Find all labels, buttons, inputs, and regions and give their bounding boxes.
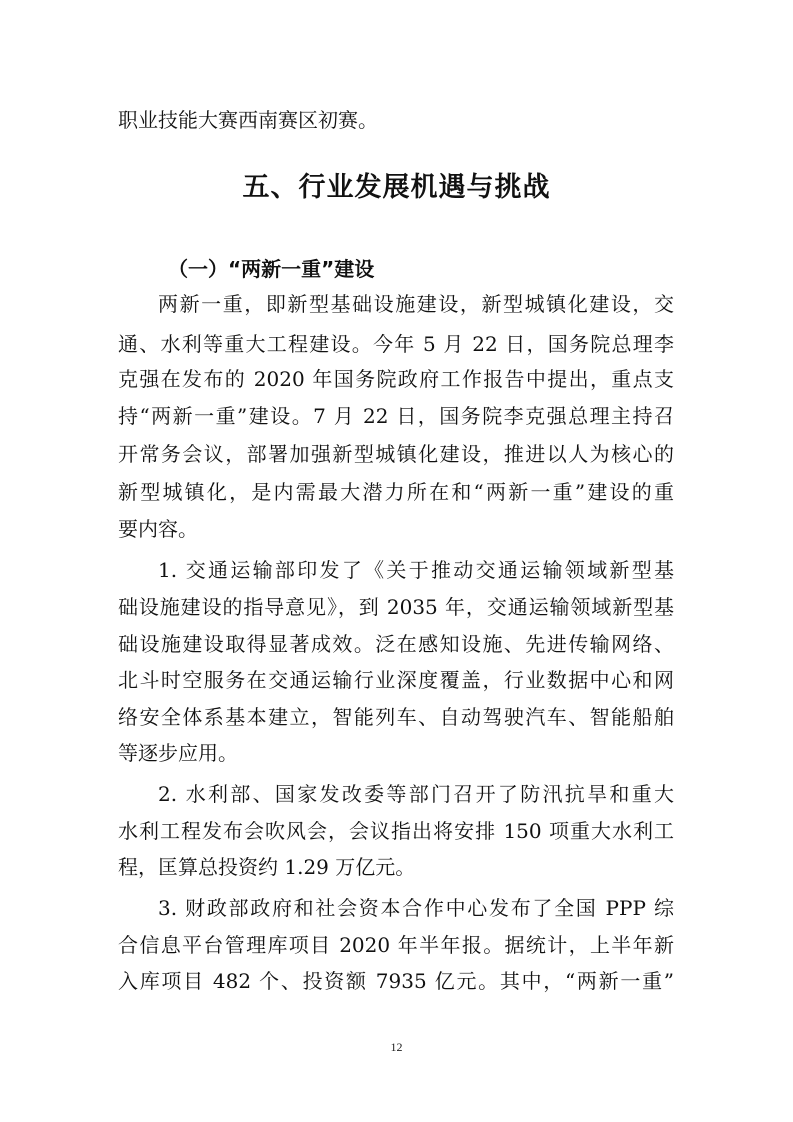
paragraph-line: 础设施建设的指导意见》，到 2035 年，交通运输领域新型基 xyxy=(118,595,674,619)
paragraph-line: 开常务会议，部署加强新型城镇化建设，推进以人为核心的 xyxy=(118,442,674,466)
paragraph-line: 持“两新一重”建设。7 月 22 日，国务院李克强总理主持召 xyxy=(118,404,674,428)
paragraph-line: 等逐步应用。 xyxy=(118,741,238,765)
paragraph-line: 入库项目 482 个、投资额 7935 亿元。其中，“两新一重” xyxy=(118,969,674,993)
page-number: 12 xyxy=(390,1040,403,1054)
paragraph-line: 1. 交通运输部印发了《关于推动交通运输领域新型基 xyxy=(158,558,674,582)
paragraph-line: 克强在发布的 2020 年国务院政府工作报告中提出，重点支 xyxy=(118,367,674,391)
paragraph-line: 要内容。 xyxy=(118,517,198,541)
paragraph-line: 础设施建设取得显著成效。泛在感知设施、先进传输网络、 xyxy=(118,632,674,656)
paragraph-line: 合信息平台管理库项目 2020 年半年报。据统计，上半年新 xyxy=(118,933,674,957)
subsection-title: （一）“两新一重”建设 xyxy=(168,257,375,281)
section-title: 五、行业发展机遇与挑战 xyxy=(242,172,551,203)
paragraph-line: 通、水利等重大工程建设。今年 5 月 22 日，国务院总理李 xyxy=(118,332,674,356)
continued-text-line: 职业技能大赛西南赛区初赛。 xyxy=(118,108,378,132)
paragraph-line: 程，匡算总投资约 1.29 万亿元。 xyxy=(118,855,416,879)
paragraph-line: 北斗时空服务在交通运输行业深度覆盖，行业数据中心和网 xyxy=(118,668,674,692)
paragraph-line: 水利工程发布会吹风会，会议指出将安排 150 项重大水利工 xyxy=(118,819,674,843)
paragraph-line: 3. 财政部政府和社会资本合作中心发布了全国 PPP 综 xyxy=(158,896,674,920)
paragraph-line: 新型城镇化，是内需最大潜力所在和“两新一重”建设的重 xyxy=(118,480,674,504)
paragraph-line: 两新一重，即新型基础设施建设，新型城镇化建设，交 xyxy=(158,292,674,316)
paragraph-line: 2. 水利部、国家发改委等部门召开了防汛抗旱和重大 xyxy=(158,782,674,806)
paragraph-line: 络安全体系基本建立，智能列车、自动驾驶汽车、智能船舶 xyxy=(118,705,674,729)
